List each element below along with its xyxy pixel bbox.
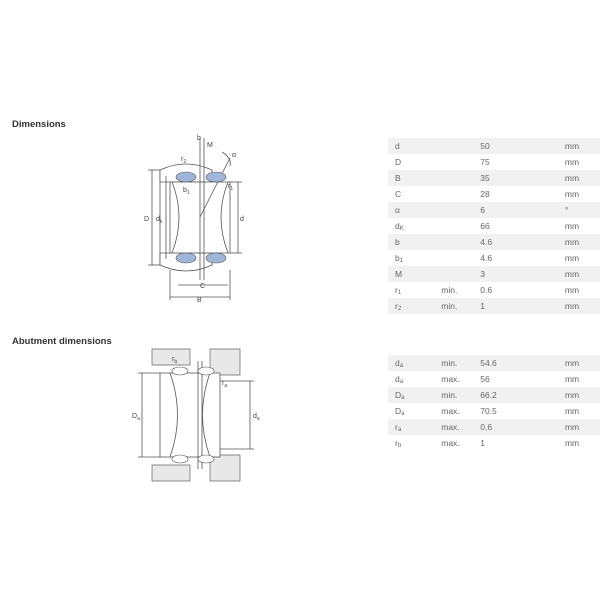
symbol-cell: b1	[395, 252, 404, 264]
table-row	[388, 298, 600, 314]
label-b1: $b_1$	[183, 187, 190, 196]
value-cell: 66.2	[480, 387, 565, 403]
abutment-heading: Abutment dimensions	[12, 336, 112, 347]
label-M: M	[207, 142, 213, 149]
unit-cell: mm	[564, 253, 580, 263]
value-cell: 66	[480, 221, 490, 231]
symbol-cell: α	[388, 202, 441, 218]
qualifier-cell	[441, 170, 480, 186]
symbol-cell: D	[395, 156, 402, 167]
qualifier-cell: min.	[441, 387, 480, 403]
value-cell: 1	[480, 298, 565, 314]
symbol-cell: d	[388, 138, 441, 154]
value-cell: 4.6	[480, 234, 565, 250]
symbol-cell: r2	[388, 298, 441, 314]
qualifier-cell: max.	[441, 419, 480, 435]
table-row	[388, 234, 600, 250]
table-row	[388, 202, 600, 218]
value-cell: 0.6	[480, 285, 493, 295]
table-row	[388, 218, 600, 234]
symbol-cell: r1	[395, 284, 402, 296]
label-B: B	[197, 297, 202, 304]
value-cell: 70.5	[480, 406, 497, 416]
unit-cell: mm	[564, 374, 580, 384]
label-alpha: α	[232, 152, 237, 159]
symbol-cell: B	[388, 170, 441, 186]
unit-cell: mm	[565, 355, 600, 371]
unit-cell: mm	[564, 285, 580, 295]
qualifier-cell	[441, 154, 480, 170]
table-row	[388, 371, 600, 387]
symbol-cell: Da	[395, 405, 405, 417]
unit-cell: mm	[564, 189, 580, 199]
unit-cell: mm	[565, 387, 600, 403]
qualifier-cell: min.	[441, 298, 480, 314]
dimensions-heading: Dimensions	[12, 119, 66, 130]
dimensions-table	[388, 138, 600, 314]
table-row	[388, 355, 600, 371]
table-row	[388, 250, 600, 266]
qualifier-cell	[441, 250, 480, 266]
qualifier-cell	[441, 186, 480, 202]
value-cell: 28	[480, 189, 490, 199]
unit-cell: mm	[565, 170, 600, 186]
value-cell: 0.6	[480, 419, 565, 435]
table-row	[388, 419, 600, 435]
symbol-cell: ra	[388, 419, 441, 435]
value-cell: 4.6	[480, 253, 493, 263]
unit-cell: mm	[565, 234, 600, 250]
label-C: C	[200, 283, 206, 290]
unit-cell: °	[565, 202, 600, 218]
table-row	[388, 154, 600, 170]
unit-cell: mm	[564, 438, 580, 448]
label-D: D	[144, 216, 150, 223]
label-b: b	[197, 135, 201, 142]
unit-cell: mm	[565, 138, 600, 154]
qualifier-cell	[441, 218, 480, 234]
unit-cell: mm	[565, 419, 600, 435]
symbol-cell: da	[395, 373, 404, 385]
unit-cell: mm	[564, 157, 580, 167]
unit-cell: mm	[564, 221, 580, 231]
table-row	[388, 282, 600, 298]
table-row	[388, 170, 600, 186]
table-row	[388, 138, 600, 154]
table-row	[388, 266, 600, 282]
value-cell: 1	[480, 438, 485, 448]
label-rb: $r_b$	[172, 356, 178, 365]
symbol-cell: C	[395, 188, 402, 199]
table-row	[388, 186, 600, 202]
symbol-cell: dK	[395, 220, 404, 232]
value-cell: 50	[480, 138, 565, 154]
value-cell: 35	[480, 170, 565, 186]
value-cell: 54.6	[480, 355, 565, 371]
qualifier-cell	[441, 138, 480, 154]
symbol-cell: rb	[395, 437, 402, 449]
symbol-cell: b	[388, 234, 441, 250]
value-cell: 6	[480, 202, 565, 218]
abutment-table	[388, 355, 600, 451]
bearing-dimension-drawing	[130, 130, 250, 305]
symbol-cell: da	[388, 355, 441, 371]
value-cell: 56	[480, 374, 490, 384]
table-row	[388, 387, 600, 403]
unit-cell: mm	[565, 298, 600, 314]
label-dk: $d_k$	[156, 216, 163, 225]
qualifier-cell: min.	[441, 285, 458, 295]
qualifier-cell	[441, 202, 480, 218]
label-Da: $D_a$	[132, 413, 140, 422]
qualifier-cell: max.	[441, 406, 460, 416]
label-da: $d_a$	[253, 413, 260, 422]
label-ra: $r_a$	[222, 380, 228, 389]
label-r1: $r_1$	[228, 183, 234, 192]
symbol-cell: Da	[388, 387, 441, 403]
unit-cell: mm	[564, 406, 580, 416]
unit-cell: mm	[565, 266, 600, 282]
qualifier-cell	[441, 234, 480, 250]
table-row	[388, 403, 600, 419]
qualifier-cell	[441, 266, 480, 282]
label-r2: $r_2$	[181, 156, 187, 165]
qualifier-cell: max.	[441, 438, 460, 448]
qualifier-cell: min.	[441, 355, 480, 371]
abutment-dimension-drawing	[130, 345, 270, 485]
table-row	[388, 435, 600, 451]
qualifier-cell: max.	[441, 374, 460, 384]
value-cell: 75	[480, 157, 490, 167]
symbol-cell: M	[388, 266, 441, 282]
label-d: d	[240, 216, 244, 223]
value-cell: 3	[480, 266, 565, 282]
